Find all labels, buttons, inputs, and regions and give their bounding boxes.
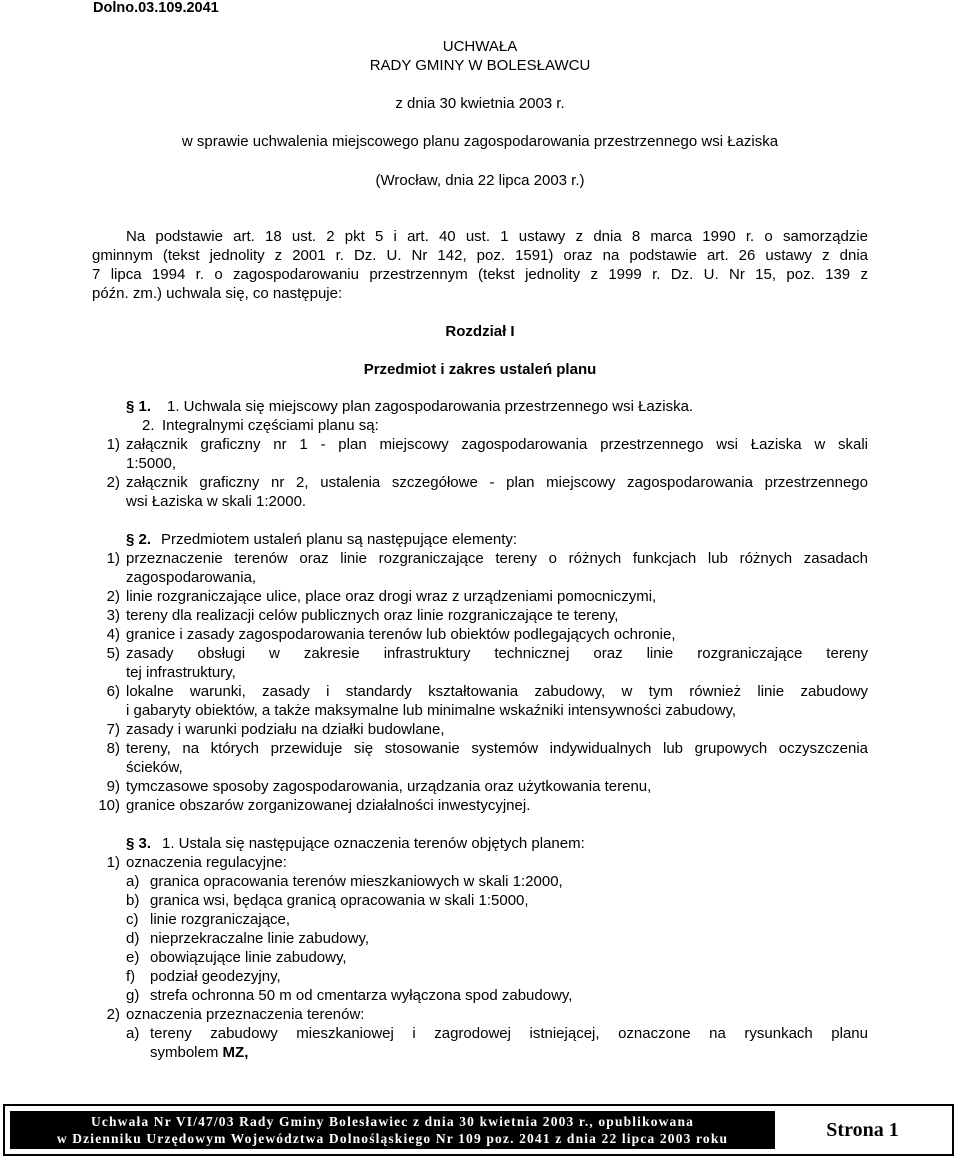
chapter-subtitle: Przedmiot i zakres ustaleń planu [363,361,597,378]
document-reference: Dolno.03.109.2041 [93,0,219,16]
list-item-number: 2) [106,474,120,491]
section-3-intro: 1. Ustala się następujące oznaczenia terenów objętych planem: [162,835,585,852]
footer-publication-info [10,1111,775,1149]
sub-list-item: f) podział geodezyjny, [126,968,281,985]
footer-line-2: w Dzienniku Urzędowym Województwa Dolnośląskiego Nr 109 poz. 2041 z dnia 22 lipca 2003 roku [56,1131,729,1146]
sub-list-item: b) granica wsi, będąca granicą opracowania w skali 1:5000, [126,892,529,909]
preamble-line-4: późn. zm.) uchwala się, co następuje: [92,285,343,302]
list-item: 1) oznaczenia regulacyjne: [106,854,287,871]
list-item-continuation: tej infrastruktury, [126,664,236,681]
preamble-line-1: Na podstawie art. 18 ust. 2 pkt 5 i art. 40 ust. 1 ustawy z dnia 8 marca 1990 r. o samorządzie [126,228,868,245]
list-item-text: załącznik graficzny nr 1 - plan miejscowy zagospodarowania przestrzennego wsi Łaziska w skali [126,436,868,453]
section-1-para-2-number: 2. [142,417,155,434]
section-2-intro: Przedmiotem ustaleń planu są następujące elementy: [161,531,518,548]
list-item-text: załącznik graficzny nr 2, ustalenia szczegółowe - plan miejscowy zagospodarowania przestrzennego [126,474,868,491]
list-item: 10) granice obszarów zorganizowanej działalności inwestycyjnej. [98,797,531,814]
list-item [0,436,960,455]
list-item: 1) przeznaczenie terenów oraz linie rozgraniczające tereny o różnych funkcjach lub różnych zasadach [106,550,868,567]
list-item: 2) linie rozgraniczające ulice, place oraz drogi wraz z urządzeniami pomocniczymi, [106,588,657,605]
section-1-marker: § 1. [126,398,152,415]
page-number: Strona 1 [826,1119,899,1141]
list-item-continuation: 1:5000, [126,455,177,472]
section-3-marker: § 3. [126,835,152,852]
list-item-continuation: i gabaryty obiektów, a także maksymalne lub minimalne wskaźniki intensywności zabudowy, [126,702,736,719]
sub-list-item-continuation: symbolem MZ, [150,1044,249,1061]
council-name: RADY GMINY W BOLESŁAWCU [369,57,591,74]
section-1-para-1: 1. Uchwala się miejscowy plan zagospodarowania przestrzennego wsi Łaziska. [167,398,694,415]
resolution-date: z dnia 30 kwietnia 2003 r. [395,95,565,112]
list-item: 8) tereny, na których przewiduje się stosowanie systemów indywidualnych lub grupowych oczyszczenia [106,740,868,757]
sub-list-item: a) tereny zabudowy mieszkaniowej i zagrodowej istniejącej, oznaczone na rysunkach planu [126,1025,868,1042]
list-item-continuation: zagospodarowania, [126,569,257,586]
list-item-continuation: wsi Łaziska w skali 1:2000. [126,493,307,510]
resolution-subject: w sprawie uchwalenia miejscowego planu zagospodarowania przestrzennego wsi Łaziska [181,133,779,150]
preamble-line-3: 7 lipca 1994 r. o zagospodarowaniu przestrzennym (tekst jednolity z 1999 r. Dz. U. Nr 15, poz. 139 z [92,266,868,283]
list-item: 3) tereny dla realizacji celów publicznych oraz linie rozgraniczające te tereny, [106,607,619,624]
list-item: 2) oznaczenia przeznaczenia terenów: [106,1006,365,1023]
sub-list-item: e) obowiązujące linie zabudowy, [126,949,347,966]
sub-list-item: g) strefa ochronna 50 m od cmentarza wyłączona spod zabudowy, [126,987,573,1004]
list-item-continuation: ścieków, [126,759,183,776]
chapter-title: Rozdział I [445,323,515,340]
resolution-heading: UCHWAŁA [442,38,518,55]
sub-list-item: d) nieprzekraczalne linie zabudowy, [126,930,370,947]
publication-note: (Wrocław, dnia 22 lipca 2003 r.) [375,172,585,189]
page-footer [3,1104,954,1156]
zone-symbol: MZ, [222,1044,249,1061]
list-item [0,474,960,493]
sub-list-item: c) linie rozgraniczające, [126,911,291,928]
list-item: 6) lokalne warunki, zasady i standardy kształtowania zabudowy, w tym również linie zabudowy [106,683,868,700]
footer-line-1: Uchwała Nr VI/47/03 Rady Gminy Bolesławiec z dnia 30 kwietnia 2003 r., opublikowana [90,1114,694,1129]
list-item: 7) zasady i warunki podziału na działki budowlane, [106,721,445,738]
list-item: 9) tymczasowe sposoby zagospodarowania, urządzania oraz użytkowania terenu, [106,778,652,795]
sub-list-item: a) granica opracowania terenów mieszkaniowych w skali 1:2000, [126,873,563,890]
list-item: 5) zasady obsługi w zakresie infrastruktury technicznej oraz linie rozgraniczające tereny [106,645,868,662]
list-item-number: 1) [106,436,120,453]
section-1-para-2: Integralnymi częściami planu są: [162,417,379,434]
preamble-line-2: gminnym (tekst jednolity z 2001 r. Dz. U. Nr 142, poz. 1591) oraz na podstawie art. 26 ustawy z dnia [92,247,868,264]
section-2-marker: § 2. [126,531,152,548]
list-item: 4) granice i zasady zagospodarowania terenów lub obiektów podlegających ochronie, [106,626,676,643]
